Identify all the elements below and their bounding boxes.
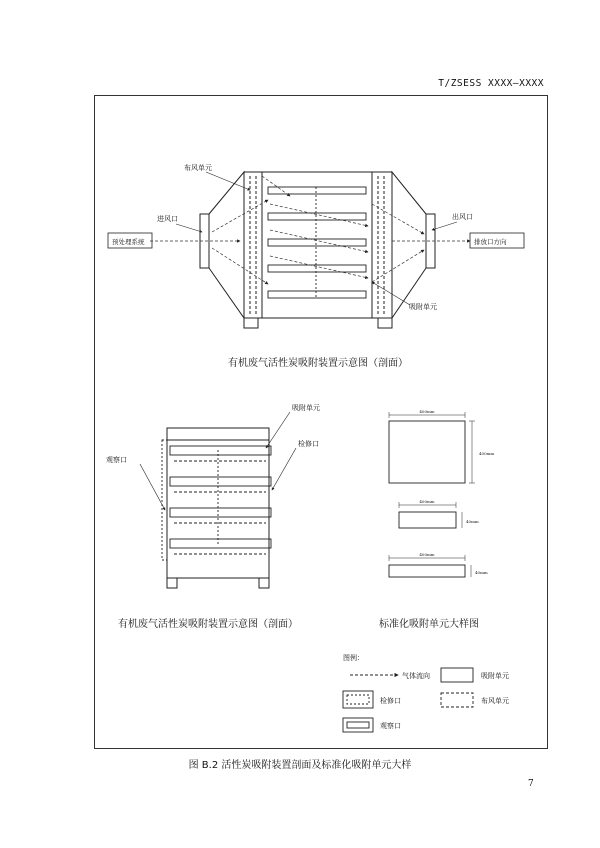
gas-flow-arrows-top (150, 176, 470, 284)
dim-b: 400mm (479, 451, 495, 456)
label-exhaust: 排放口方向 (474, 238, 507, 246)
legend-adsorption-unit: 吸附单元 (481, 672, 509, 680)
label-distribution-unit: 布风单元 (184, 164, 212, 172)
dim-d: 400mm (419, 499, 435, 504)
figure1-title: 有机废气活性炭吸附装置示意图（剖面） (228, 358, 408, 369)
label-pretreatment: 预处理系统 (112, 238, 145, 246)
page-number: 7 (528, 779, 534, 789)
label-observation-port: 观察口 (106, 456, 127, 464)
adsorption-device-section-top (200, 172, 435, 328)
figure3-title: 标准化吸附单元大样图 (379, 619, 479, 630)
dim-g: 40mm (475, 570, 488, 575)
legend-observation-port: 观察口 (380, 722, 401, 730)
legend-title: 图例： (343, 654, 364, 662)
adsorption-trays-top (268, 187, 366, 298)
adsorption-trays-left (162, 440, 271, 560)
label-adsorption-unit-2: 吸附单元 (292, 404, 320, 412)
label-maintenance-port: 检修口 (298, 440, 319, 448)
document-number: T/ZSESS XXXX—XXXX (438, 78, 544, 89)
dim-f: 400mm (419, 552, 435, 557)
figure-caption: 图 B.2 活性炭吸附装置剖面及标准化吸附单元大样 (188, 760, 412, 771)
label-adsorption-unit: 吸附单元 (409, 303, 437, 311)
dim-a: 400mm (419, 409, 435, 414)
label-inlet: 进风口 (157, 215, 178, 223)
legend-maintenance-port: 检修口 (380, 697, 401, 705)
legend-distribution-unit: 布风单元 (481, 697, 509, 705)
legend-gas-flow: 气体流向 (402, 672, 430, 680)
dim-e: 40mm (466, 519, 479, 524)
figure2-title: 有机废气活性炭吸附装置示意图（剖面） (118, 619, 298, 630)
label-outlet: 出风口 (452, 213, 473, 221)
